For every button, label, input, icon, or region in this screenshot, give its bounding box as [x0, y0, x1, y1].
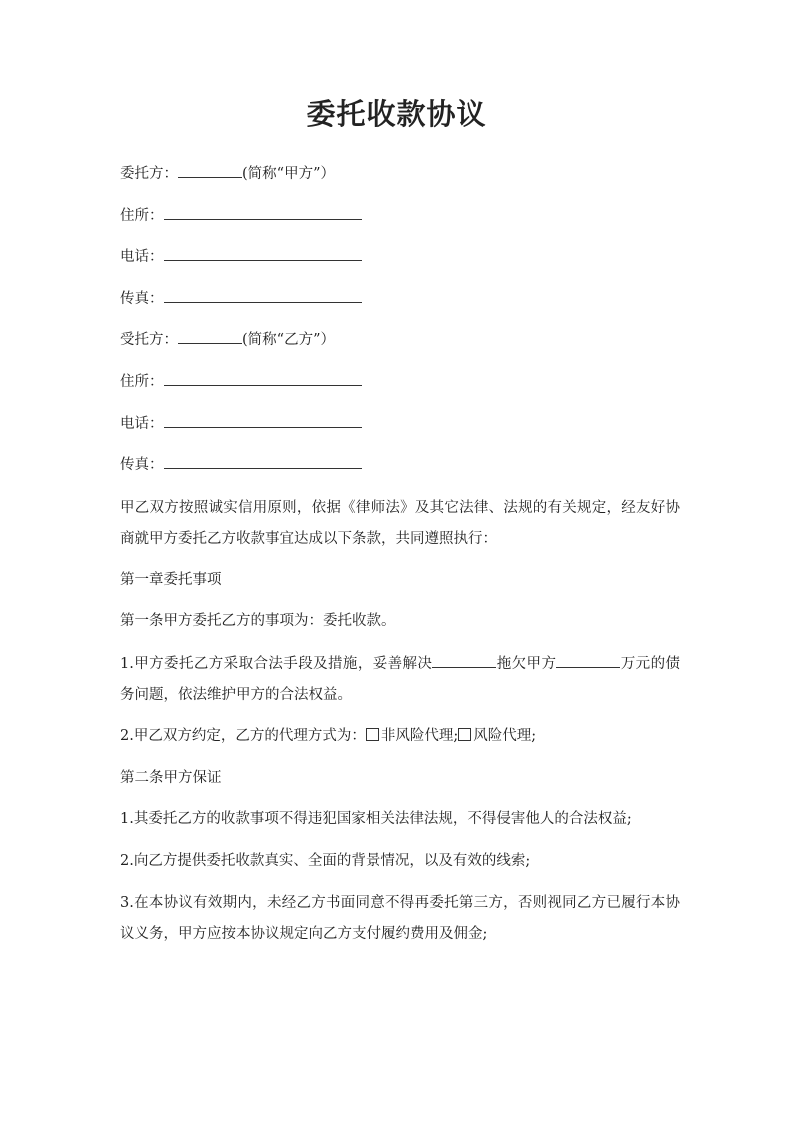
article-1-item-1 [120, 649, 680, 711]
party-b-phone-line [120, 410, 680, 438]
document-title: 委托收款协议 [306, 97, 487, 131]
party-b-fax-blank [164, 453, 362, 469]
party-b-fax-line [120, 451, 680, 479]
party-a-name-blank [178, 162, 242, 178]
amount-blank [556, 652, 620, 668]
article-1-item-1-text-c: 万元的债务问题，依法维护甲方的合法权益。 [120, 655, 680, 703]
party-b-address-line [120, 368, 680, 396]
party-a-suffix: (简称“甲方”） [242, 166, 335, 182]
article-2-item-2: 2.向乙方提供委托收款真实、全面的背景情况，以及有效的线索; [120, 852, 531, 869]
article-1-item-1-text-a: 1.甲方委托乙方采取合法手段及措施，妥善解决 [120, 655, 433, 672]
article-2-item-3: 3.在本协议有效期内，未经乙方书面同意不得再委托第三方，否则视同乙方已履行本协议义务，甲方应按本协议规定向乙方支付履约费用及佣金; [120, 895, 680, 943]
party-a-phone-label: 电话： [120, 249, 164, 266]
risk-checkbox[interactable] [458, 728, 471, 741]
party-a-label: 委托方： [120, 166, 178, 182]
chapter-heading: 第一章委托事项 [120, 571, 222, 588]
party-b-suffix: (简称“乙方”） [242, 332, 335, 349]
party-a-fax-label: 传真： [120, 290, 164, 307]
article-1-item-1-text-b: 拖欠甲方 [496, 655, 557, 672]
party-b-label: 受托方： [120, 332, 178, 349]
party-a-fax-line [120, 285, 680, 313]
article-1-heading: 第一条甲方委托乙方的事项为：委托收款。 [120, 613, 396, 630]
article-1-item-2-text: 2.甲乙双方约定，乙方的代理方式为： [120, 727, 366, 744]
party-a-phone-blank [164, 245, 362, 261]
preamble-paragraph: 甲乙双方按照诚实信用原则，依据《律师法》及其它法律、法规的有关规定，经友好协商就甲方委托乙方收款事宜达成以下条款，共同遵照执行： [120, 499, 680, 547]
party-a-fax-blank [164, 287, 362, 303]
party-b-line [120, 326, 680, 354]
party-a-line [120, 160, 680, 188]
document-body [120, 160, 680, 961]
debtor-blank [432, 652, 496, 668]
party-b-fax-label: 传真： [120, 457, 164, 474]
party-a-address-label: 住所： [120, 207, 164, 224]
risk-option-label: 风险代理; [473, 727, 537, 744]
party-b-phone-blank [164, 412, 362, 428]
non-risk-checkbox[interactable] [366, 728, 379, 741]
article-2-item-1: 1.其委托乙方的收款事项不得违犯国家相关法律法规，不得侵害他人的合法权益; [120, 811, 632, 828]
article-1-item-2 [120, 722, 680, 750]
party-b-address-label: 住所： [120, 373, 164, 390]
party-b-address-blank [164, 370, 362, 386]
non-risk-option-label: 非风险代理; [380, 727, 459, 744]
party-a-phone-line [120, 243, 680, 271]
party-b-name-blank [178, 328, 242, 344]
party-b-phone-label: 电话： [120, 415, 164, 432]
party-a-address-blank [164, 204, 362, 220]
article-2-heading: 第二条甲方保证 [120, 769, 222, 786]
party-a-address-line [120, 202, 680, 230]
